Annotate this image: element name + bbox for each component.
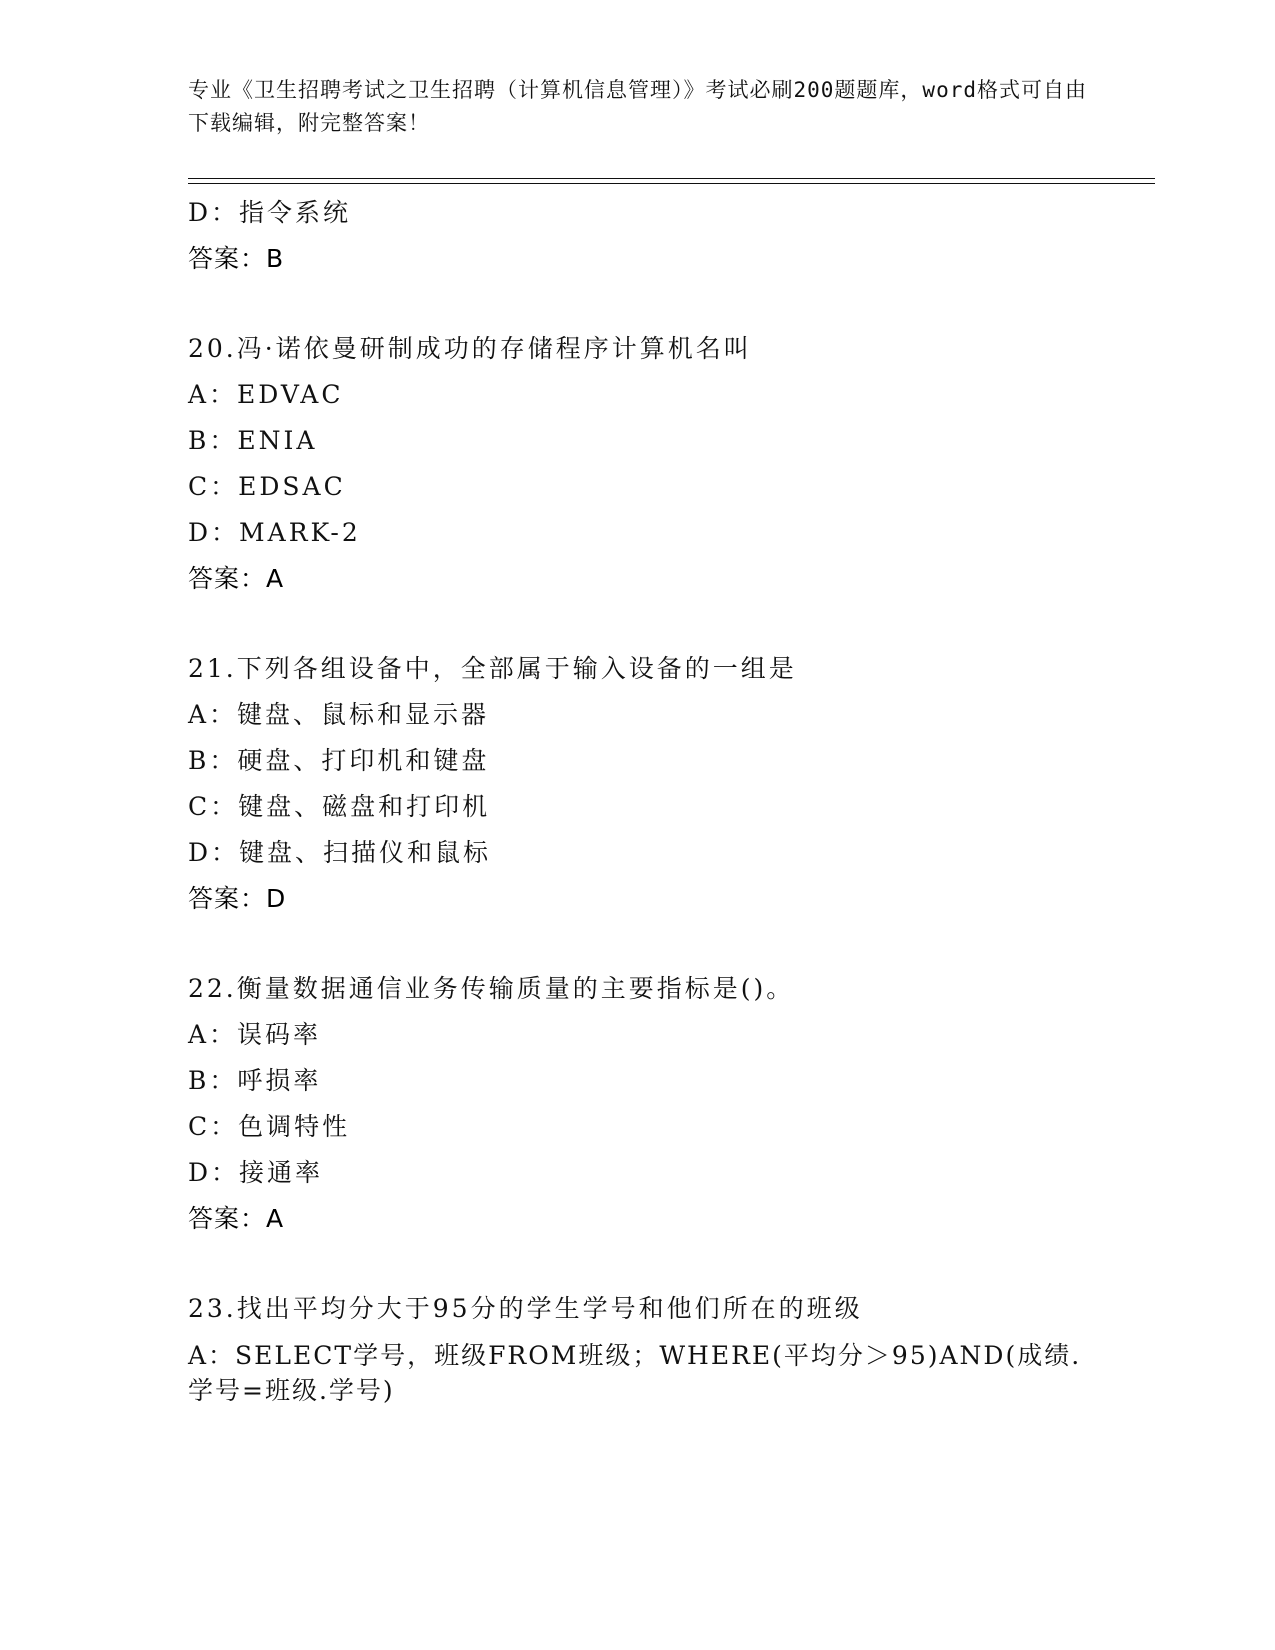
spacer <box>188 602 1108 646</box>
question-text: 22.衡量数据通信业务传输质量的主要指标是()。 <box>188 974 795 1003</box>
question-list <box>188 190 1108 1408</box>
option-d: D：接通率 <box>188 1158 324 1187</box>
answer-line: 答案：B <box>188 244 285 273</box>
option-c: C：EDSAC <box>188 472 346 501</box>
option-d: D：键盘、扫描仪和鼠标 <box>188 838 492 867</box>
option-d: D：MARK-2 <box>188 518 361 547</box>
spacer <box>188 1242 1108 1286</box>
option-a: A：EDVAC <box>188 380 344 409</box>
document-header: 专业《卫生招聘考试之卫生招聘（计算机信息管理）》考试必刷200题题库，word格式可自由下载编辑，附完整答案！ <box>188 78 1087 135</box>
option-d: D：指令系统 <box>188 198 352 227</box>
option-b: B：呼损率 <box>188 1066 322 1095</box>
question-block-23 <box>188 1286 1108 1408</box>
spacer <box>188 282 1108 326</box>
question-text: 20.冯·诺依曼研制成功的存储程序计算机名叫 <box>188 334 752 363</box>
question-block-22 <box>188 966 1108 1242</box>
question-text: 21.下列各组设备中，全部属于输入设备的一组是 <box>188 654 797 683</box>
spacer <box>188 922 1108 966</box>
header-divider-bottom <box>188 183 1155 184</box>
option-b: B：ENIA <box>188 426 318 455</box>
question-block-21 <box>188 646 1108 922</box>
answer-line: 答案：D <box>188 884 287 913</box>
option-a: A：键盘、鼠标和显示器 <box>188 700 490 729</box>
question-block-20 <box>188 326 1108 602</box>
option-a: A：SELECT学号，班级FROM班级；WHERE(平均分＞95)AND(成绩.学号=班级.学号) <box>188 1341 1082 1405</box>
option-c: C：键盘、磁盘和打印机 <box>188 792 491 821</box>
question-block-19 <box>188 190 1108 282</box>
header-divider-top <box>188 178 1155 179</box>
answer-line: 答案：A <box>188 564 285 593</box>
question-text: 23.找出平均分大于95分的学生学号和他们所在的班级 <box>188 1294 863 1323</box>
option-c: C：色调特性 <box>188 1112 351 1141</box>
option-a: A：误码率 <box>188 1020 322 1049</box>
option-b: B：硬盘、打印机和键盘 <box>188 746 490 775</box>
answer-line: 答案：A <box>188 1204 285 1233</box>
